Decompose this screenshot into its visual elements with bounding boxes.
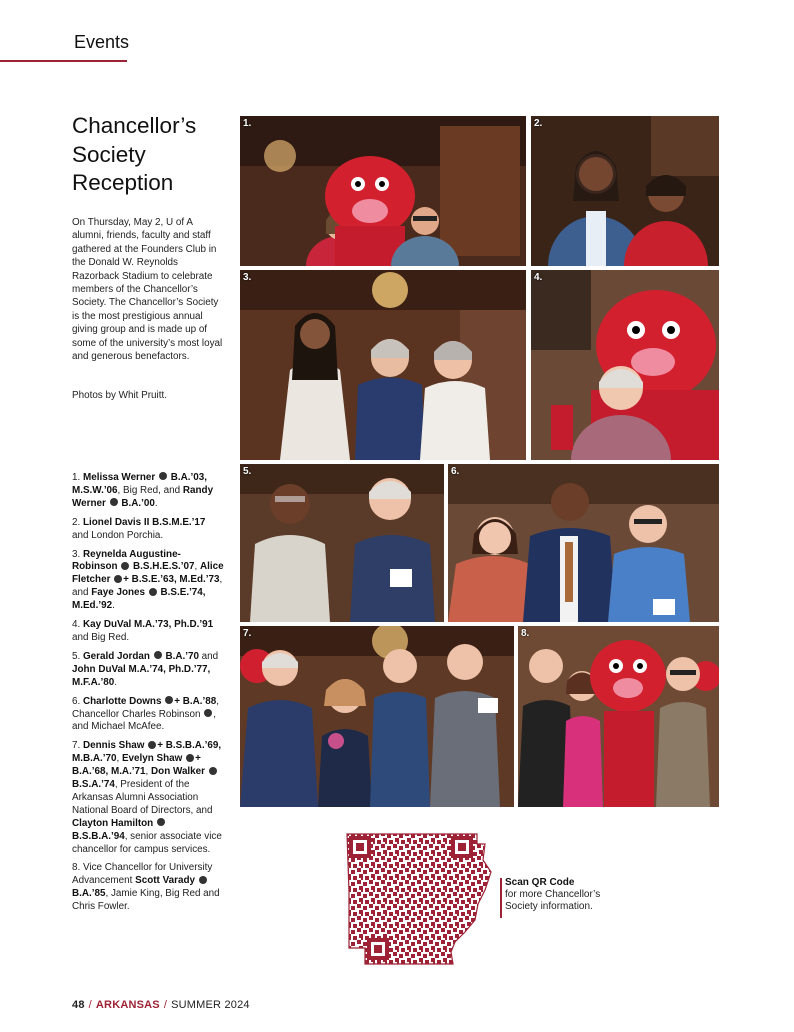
- title-line: Chancellor’s: [72, 113, 197, 138]
- photo-6: [448, 464, 719, 622]
- photo-number: 3.: [243, 272, 252, 283]
- photo-1: [240, 116, 526, 266]
- title-line: Society: [72, 141, 146, 167]
- alumni-marker-icon: [114, 575, 122, 583]
- photo-1-image: [240, 116, 526, 266]
- photo-captions: [72, 472, 224, 920]
- caption-3: 3. Reynelda Augustine-Robinson B.S.H.E.S.’07, Alice Fletcher + B.S.E.’63, M.Ed.’73, and Faye Jones B.S.E.’74, M.Ed.’92.: [72, 548, 224, 612]
- photo-4: [531, 270, 719, 460]
- qr-finder-pattern: [451, 836, 473, 858]
- alumni-marker-icon: [149, 588, 157, 596]
- photo-5-image: [240, 464, 444, 622]
- footer-separator: /: [88, 999, 92, 1011]
- photo-7-image: [240, 626, 514, 807]
- photo-8: [518, 626, 719, 807]
- caption-1: 1. Melissa Werner B.A.’03, M.S.W.’06, Big Red, and Randy Werner B.A.’00.: [72, 472, 214, 509]
- photo-number: 1.: [243, 118, 252, 129]
- caption-6: 6. Charlotte Downs + B.A.’88, Chancellor Charles Robinson , and Michael McAfee.: [72, 695, 219, 733]
- alumni-marker-icon: [157, 818, 165, 826]
- photo-number: 7.: [243, 628, 252, 639]
- photo-4-image: [531, 270, 719, 460]
- photo-8-image: [518, 626, 719, 807]
- qr-rule: [500, 878, 502, 918]
- photo-2: [531, 116, 719, 266]
- page-number: 48: [72, 999, 85, 1011]
- qr-caption: [505, 877, 625, 913]
- photo-credit: Photos by Whit Pruitt.: [72, 390, 167, 401]
- caption-5: 5. Gerald Jordan B.A.’70 and John DuVal M.A.’74, Ph.D.’77, M.F.A.’80.: [72, 650, 219, 688]
- photo-7: [240, 626, 514, 807]
- section-label: Events: [74, 32, 130, 52]
- alumni-marker-icon: [148, 741, 156, 749]
- qr-title: Scan QR Code: [505, 877, 575, 888]
- qr-code[interactable]: [345, 832, 495, 967]
- caption-4: 4. Kay DuVal M.A.’73, Ph.D.’91 and Big Red.: [72, 619, 214, 643]
- magazine-name: ARKANSAS: [95, 999, 160, 1011]
- photo-number: 4.: [534, 272, 543, 283]
- section-rule: [0, 60, 127, 62]
- alumni-marker-icon: [154, 651, 162, 659]
- qr-description: for more Chancellor’s Society information.: [505, 889, 601, 912]
- article-title: [72, 112, 232, 198]
- caption-7: 7. Dennis Shaw + B.S.B.A.’69, M.B.A.’70, Evelyn Shaw + B.A.’68, M.A.’71, Don Walker B.S.A.’74, President of the Arkansas Alumni Association National Board of Directors, and Clayton Hamilton B.S.B.A.’94, senior associate vice chancellor for campus services.: [72, 740, 222, 855]
- photo-2-image: [531, 116, 719, 266]
- photo-3: [240, 270, 526, 460]
- photo-5: [240, 464, 444, 622]
- photo-number: 5.: [243, 466, 252, 477]
- alumni-marker-icon: [209, 767, 217, 775]
- alumni-marker-icon: [159, 472, 167, 480]
- photo-3-image: [240, 270, 526, 460]
- photo-number: 8.: [521, 628, 530, 639]
- title-line: Reception: [72, 170, 174, 195]
- page-footer: [72, 999, 250, 1011]
- alumni-marker-icon: [204, 709, 212, 717]
- alumni-marker-icon: [186, 754, 194, 762]
- qr-finder-pattern: [349, 836, 371, 858]
- alumni-marker-icon: [121, 562, 129, 570]
- photo-number: 2.: [534, 118, 543, 129]
- photo-number: 6.: [451, 466, 460, 477]
- photo-6-image: [448, 464, 719, 622]
- alumni-marker-icon: [165, 696, 173, 704]
- intro-paragraph: On Thursday, May 2, U of A alumni, friends, faculty and staff gathered at the Founders Club in the Donald W. Reynolds Razorback Stadium to celebrate members of the Chancellor’s Society. The Chancellor’s Society is the most prestigious annual giving group and is made up of some of the university’s most loyal and generous benefactors.: [72, 217, 223, 363]
- issue-label: SUMMER 2024: [171, 999, 250, 1011]
- footer-separator: /: [163, 999, 168, 1011]
- qr-finder-pattern: [367, 938, 389, 960]
- alumni-marker-icon: [110, 498, 118, 506]
- caption-8: 8. Vice Chancellor for University Advancement Scott Varady B.A.’85, Jamie King, Big Red and Chris Fowler.: [72, 862, 220, 913]
- caption-2: 2. Lionel Davis II B.S.M.E.’17 and London Porchia.: [72, 516, 206, 541]
- alumni-marker-icon: [199, 876, 207, 884]
